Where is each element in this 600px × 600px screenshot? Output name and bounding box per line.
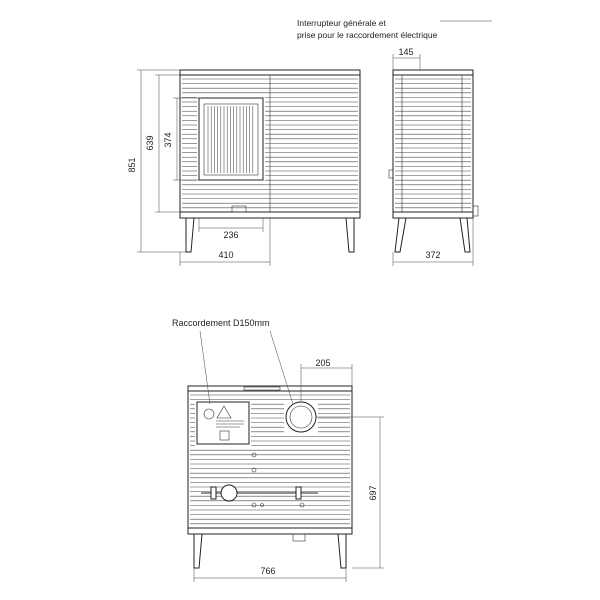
air-intake-clip-left xyxy=(211,487,216,499)
rear-bottom-connector xyxy=(293,534,305,541)
dim-width: 410 xyxy=(218,250,234,260)
side-leg-rear xyxy=(460,218,470,252)
side-top-cap xyxy=(393,70,473,75)
side-door-handle xyxy=(389,170,393,178)
rear-leg-right xyxy=(338,534,346,568)
dim-total-height: 851 xyxy=(127,157,137,173)
dim-flue-height: 697 xyxy=(368,485,378,501)
note-line-2: prise pour le raccordement électrique xyxy=(297,30,438,40)
dim-top-depth: 145 xyxy=(398,47,414,57)
electrical-note xyxy=(297,18,492,40)
dim-body-height: 639 xyxy=(145,135,155,151)
dim-width-rear: 766 xyxy=(260,566,276,576)
front-plinth xyxy=(180,212,360,218)
dim-flue-offset: 205 xyxy=(315,358,331,368)
rear-leg-left xyxy=(194,534,202,568)
dim-door-height: 374 xyxy=(163,132,173,148)
side-view xyxy=(389,47,478,266)
front-view xyxy=(127,70,360,266)
side-leg-front xyxy=(395,218,406,252)
front-leg-right xyxy=(346,218,354,252)
dim-depth: 372 xyxy=(425,250,441,260)
electrical-switch xyxy=(473,206,478,216)
air-intake-clip-right xyxy=(296,487,301,499)
note-line-1: Interrupteur générale et xyxy=(297,18,386,28)
dim-door-offset: 236 xyxy=(223,230,239,240)
rear-view xyxy=(172,318,384,582)
front-leg-left xyxy=(186,218,194,252)
air-intake-port xyxy=(221,485,237,501)
front-top-cap xyxy=(180,70,360,75)
rear-plinth xyxy=(188,528,352,534)
side-plinth xyxy=(393,212,473,218)
flue-outlet xyxy=(286,402,316,432)
flue-label: Raccordement D150mm xyxy=(172,318,270,328)
stove-door xyxy=(199,98,263,180)
